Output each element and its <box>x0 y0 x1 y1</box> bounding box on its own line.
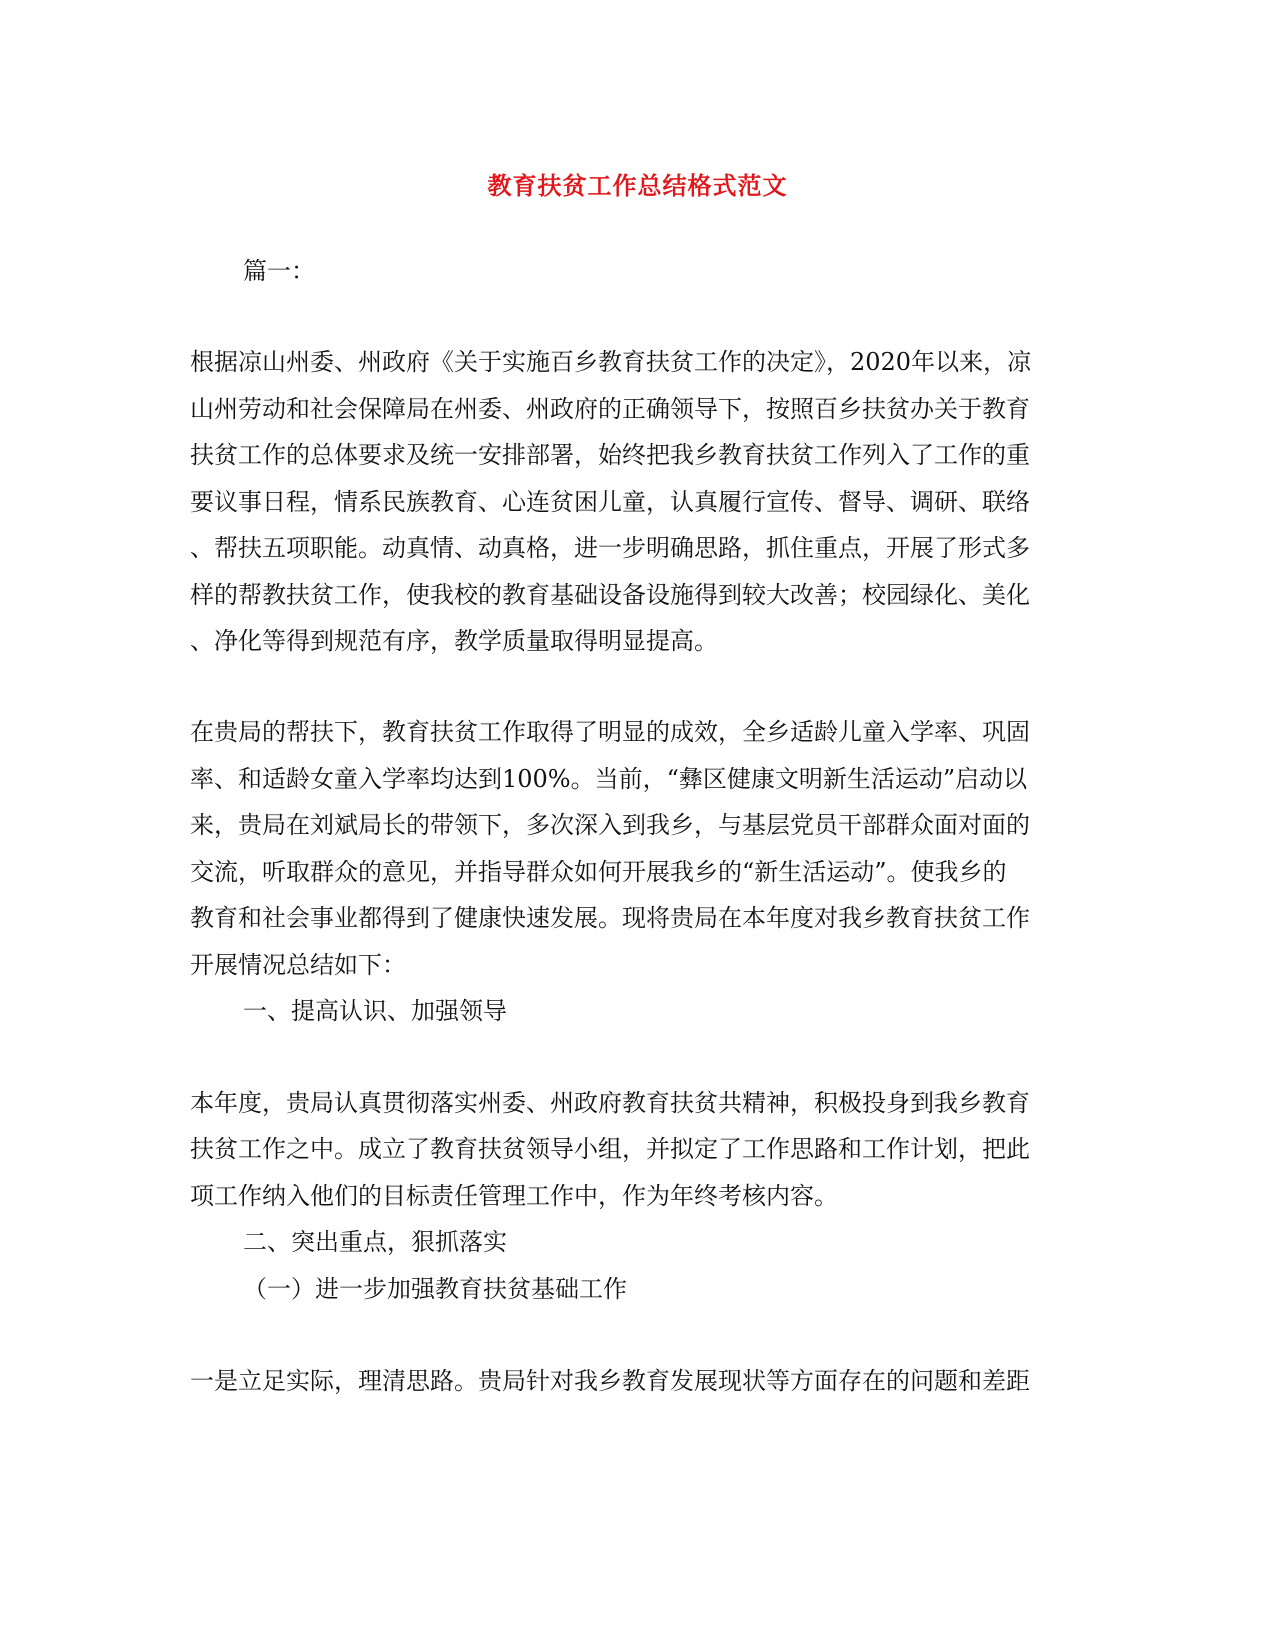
paragraph-line: 来，贵局在刘斌局长的带领下，多次深入到我乡，与基层党员干部群众面对面的 <box>190 811 1030 839</box>
section-heading: 二、突出重点，狠抓落实 <box>243 1228 507 1256</box>
paragraph-line: 一是立足实际，理清思路。贵局针对我乡教育发展现状等方面存在的问题和差距 <box>190 1367 1030 1395</box>
section-heading: 一、提高认识、加强领导 <box>243 997 507 1025</box>
paragraph-line: 要议事日程，情系民族教育、心连贫困儿童，认真履行宣传、督导、调研、联络 <box>190 488 1030 516</box>
paragraph-line: 样的帮教扶贫工作，使我校的教育基础设备设施得到较大改善；校园绿化、美化 <box>190 581 1030 609</box>
section-label: 篇一： <box>243 257 315 285</box>
paragraph-line: 本年度，贵局认真贯彻落实州委、州政府教育扶贫共精神，积极投身到我乡教育 <box>190 1089 1030 1117</box>
paragraph-line: 、帮扶五项职能。动真情、动真格，进一步明确思路，抓住重点，开展了形式多 <box>190 534 1030 562</box>
paragraph-line: 交流，听取群众的意见，并指导群众如何开展我乡的“新生活运动”。使我乡的 <box>190 858 1007 886</box>
paragraph-line: 在贵局的帮扶下，教育扶贫工作取得了明显的成效，全乡适龄儿童入学率、巩固 <box>190 718 1030 746</box>
paragraph-line: 开展情况总结如下： <box>190 951 406 979</box>
subsection-heading: （一）进一步加强教育扶贫基础工作 <box>243 1275 627 1303</box>
paragraph-line: 项工作纳入他们的目标责任管理工作中，作为年终考核内容。 <box>190 1182 838 1210</box>
paragraph-line: 山州劳动和社会保障局在州委、州政府的正确领导下，按照百乡扶贫办关于教育 <box>190 395 1030 423</box>
paragraph-line: 扶贫工作的总体要求及统一安排部署，始终把我乡教育扶贫工作列入了工作的重 <box>190 441 1030 469</box>
paragraph-line: 教育和社会事业都得到了健康快速发展。现将贵局在本年度对我乡教育扶贫工作 <box>190 904 1030 932</box>
paragraph-line: 、净化等得到规范有序，教学质量取得明显提高。 <box>190 627 718 655</box>
paragraph-line: 率、和适龄女童入学率均达到100%。当前，“彝区健康文明新生活运动”启动以 <box>190 765 1028 793</box>
document-title: 教育扶贫工作总结格式范文 <box>487 171 788 200</box>
paragraph-line: 根据凉山州委、州政府《关于实施百乡教育扶贫工作的决定》，2020年以来，凉 <box>190 348 1032 376</box>
paragraph-line: 扶贫工作之中。成立了教育扶贫领导小组，并拟定了工作思路和工作计划，把此 <box>190 1135 1030 1163</box>
